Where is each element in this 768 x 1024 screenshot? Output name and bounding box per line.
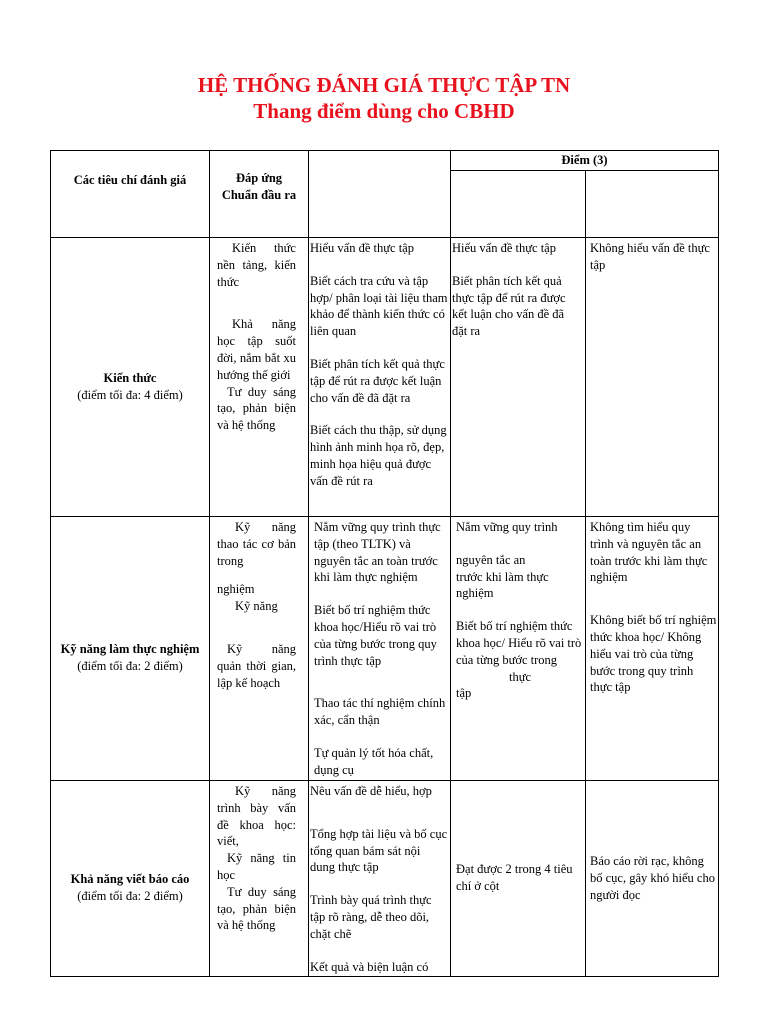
score-item: Nêu vấn đề dễ hiểu, hợp xyxy=(310,784,432,798)
outcome-item: Kỹ năng quản thời gian, lập kế hoạch xyxy=(217,641,296,690)
score-item: Hiểu vấn đề thực tập xyxy=(452,241,556,255)
outcome-item: Kỹ năng tin học xyxy=(217,851,296,882)
score-item: tập xyxy=(456,686,472,701)
score-item: Biết phân tích kết quả thực tập để rút ra được kết luận cho vấn đề đã đặt ra xyxy=(310,356,445,405)
table-header-split xyxy=(450,170,719,171)
table-border-bottom xyxy=(50,976,719,977)
header-outcome-line1: Đáp ứng xyxy=(235,171,283,185)
score-item: Tổng hợp tài liệu và bố cục tổng quan bám sát nội dung thực tập xyxy=(310,826,448,875)
score-item: thực xyxy=(508,669,532,684)
table-divider-col3 xyxy=(450,150,451,977)
header-outcome-line2: Chuẩn đầu ra xyxy=(221,187,297,202)
table-border-top xyxy=(50,150,719,151)
table-row-divider-3 xyxy=(50,780,719,781)
table-divider-col1 xyxy=(209,150,210,977)
score-item: Biết bố trí nghiệm thức khoa học/ Hiểu rõ vai trò của từng bước trong xyxy=(456,619,582,667)
outcome-item: Kỹ năng thao tác cơ bản trong xyxy=(217,520,296,568)
score-col3-lab-skills xyxy=(590,519,717,696)
outcome-knowledge xyxy=(217,240,296,434)
score-item: Kết quả và biện luận có xyxy=(310,959,429,974)
table-border-right xyxy=(718,150,719,977)
outcome-report-writing xyxy=(217,783,296,934)
criterion-report-writing xyxy=(52,871,208,905)
score-item: Không biết bố trí nghiệm thức khoa học/ Không hiểu vai trò của từng bước trong quy trình thực tập xyxy=(590,613,717,695)
score-col1-report-writing xyxy=(310,783,448,975)
score-item: Biết cách thu thập, sử dụng hình ảnh minh họa rõ, đẹp, minh họa hiệu quả được vấn đề rút ra xyxy=(310,423,447,488)
score-item: Không tìm hiểu quy trình và nguyên tắc an toàn trước khi làm thực nghiệm xyxy=(590,520,708,585)
score-col1-lab-skills xyxy=(314,519,448,779)
score-col3-report-writing xyxy=(590,853,717,903)
score-item: Nắm vững quy trình thực tập (theo TLTK) và nguyên tắc an toàn trước khi làm thực nghiệm xyxy=(314,520,441,585)
score-item: Tự quản lý tốt hóa chất, dụng cụ xyxy=(314,745,434,777)
score-col3-knowledge xyxy=(590,240,715,274)
criterion-knowledge xyxy=(52,370,208,404)
criterion-lab-skills xyxy=(52,641,208,675)
score-item: Nắm vững quy trình xyxy=(456,520,558,534)
table-divider-col2 xyxy=(308,150,309,977)
header-score: Điểm (3) xyxy=(561,153,608,167)
score-item: trước khi làm thực nghiệm xyxy=(456,569,549,601)
criterion-max-score: (điểm tối đa: 2 điểm) xyxy=(77,888,183,903)
score-item: Biết bố trí nghiệm thức khoa học/Hiểu rõ vai trò của từng bước trong quy trình thực tập xyxy=(314,603,437,668)
criterion-name: Kỹ năng làm thực nghiệm xyxy=(60,642,200,656)
score-item: Trình bày quá trình thực tập rõ ràng, dễ theo dõi, chặt chẽ xyxy=(310,893,432,941)
criterion-name: Khả năng viết báo cáo xyxy=(70,872,190,886)
outcome-lab-skills xyxy=(217,519,296,691)
table-row-divider-1 xyxy=(50,237,719,238)
score-col2-lab-skills xyxy=(456,519,584,702)
outcome-item: nghiệm xyxy=(217,582,255,597)
outcome-item: Khả năng học tập suốt đời, nắm bắt xu hướng thế giới xyxy=(217,317,296,382)
outcome-item: Kiến thức nền tảng, kiến thức xyxy=(217,241,296,289)
outcome-item: Tư duy sáng tạo, phản biện và hệ thống xyxy=(217,384,296,433)
outcome-item: Tư duy sáng tạo, phản biện và hệ thống xyxy=(217,884,296,933)
score-col2-knowledge xyxy=(452,240,582,340)
score-item: nguyên tắc an xyxy=(456,552,526,567)
criterion-max-score: (điểm tối đa: 4 điểm) xyxy=(77,387,183,402)
table-row-divider-2 xyxy=(50,516,719,517)
document-subtitle: Thang điểm dùng cho CBHD xyxy=(253,99,515,123)
score-item: Không hiểu vấn đề thực tập xyxy=(590,241,710,272)
table-divider-col4 xyxy=(585,170,586,977)
criterion-max-score: (điểm tối đa: 2 điểm) xyxy=(77,658,183,673)
score-item: Biết cách tra cứu và tập hợp/ phân loại tài liệu tham khảo để thành kiến thức có liên quan xyxy=(310,273,448,339)
score-col2-report-writing xyxy=(456,861,580,895)
score-item: Thao tác thí nghiệm chính xác, cẩn thận xyxy=(314,696,446,728)
header-outcome xyxy=(210,170,308,204)
table-border-left xyxy=(50,150,51,977)
outcome-item: Kỹ năng xyxy=(235,599,278,614)
score-item: Báo cáo rời rạc, không bố cục, gây khó hiểu cho người đọc xyxy=(590,854,715,902)
score-item: Hiểu vấn đề thực tập xyxy=(310,241,414,255)
document-title: HỆ THỐNG ĐÁNH GIÁ THỰC TẬP TN xyxy=(197,73,571,97)
score-item: Biết phân tích kết quả thực tập để rút ra được kết luận cho vấn đề đã đặt ra xyxy=(452,273,566,339)
score-item: Đạt được 2 trong 4 tiêu chí ở cột xyxy=(456,862,573,893)
criterion-name: Kiến thức xyxy=(103,371,157,385)
score-col1-knowledge xyxy=(310,240,448,490)
outcome-item: Kỹ năng trình bày vấn đề khoa học: viết, xyxy=(217,784,296,849)
header-criteria: Các tiêu chí đánh giá xyxy=(73,173,187,187)
